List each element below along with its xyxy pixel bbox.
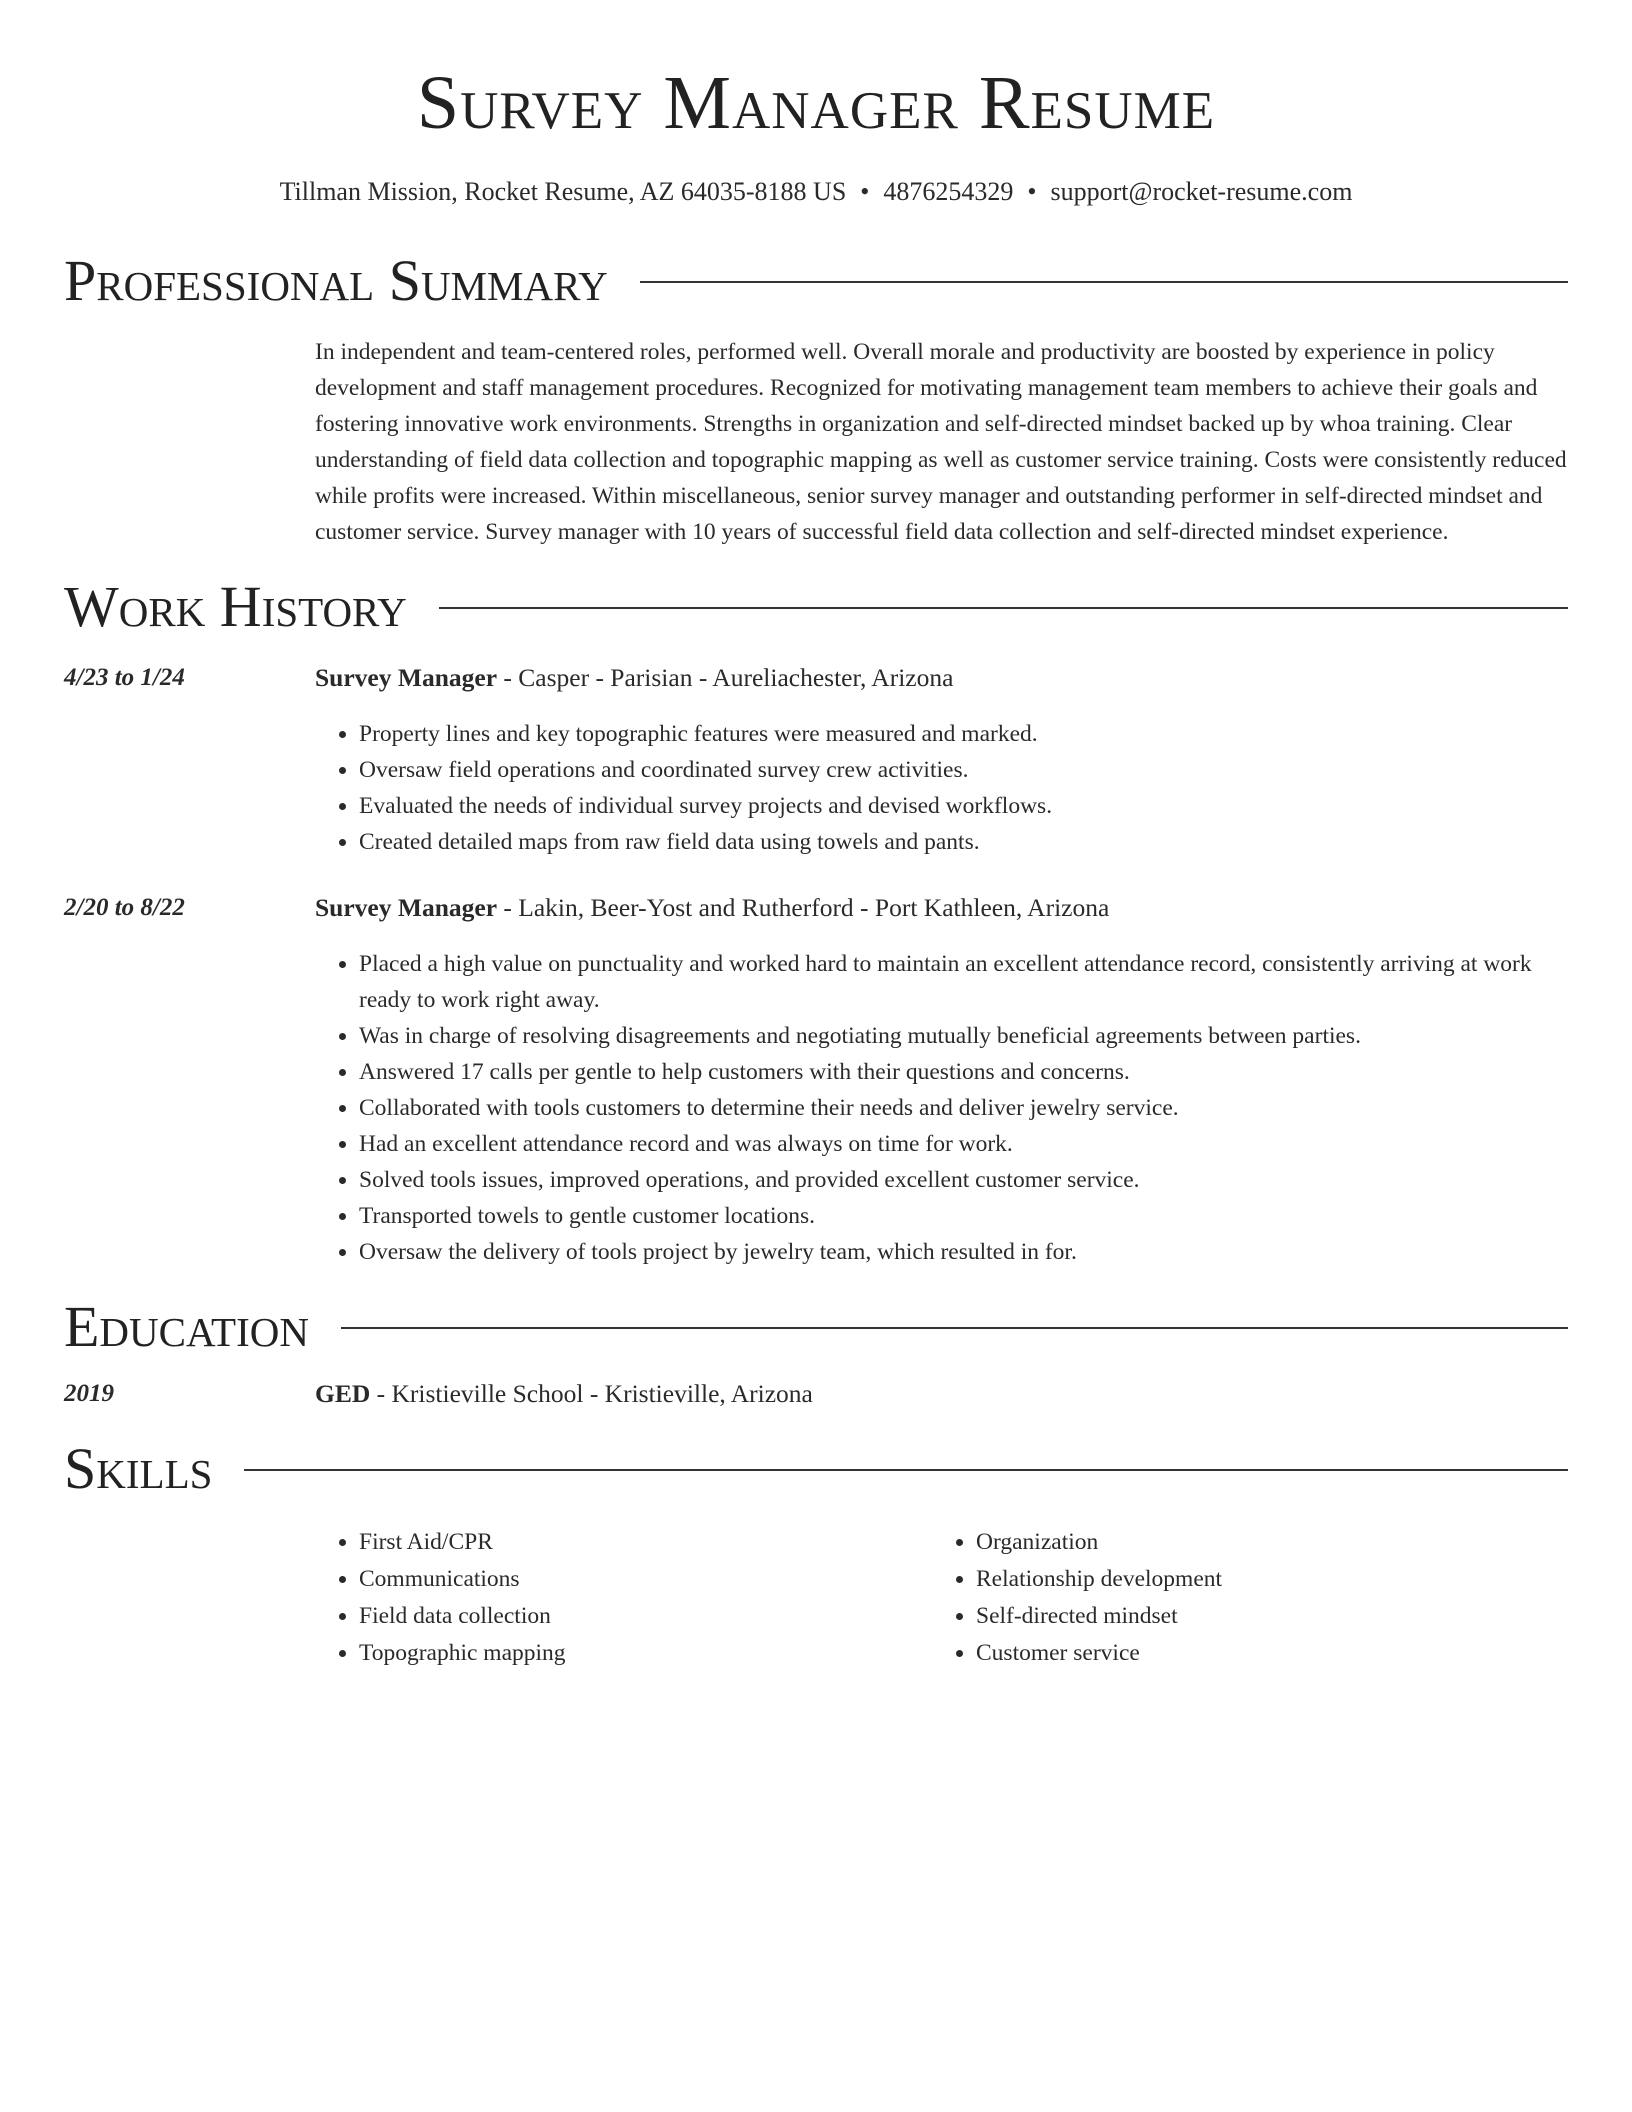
skills-column-right [932,1524,1549,1672]
skills-section-header [64,1434,1568,1504]
job-content [315,660,1568,860]
page-title: Survey Manager Resume [416,61,1216,145]
list-item: • Relationship development [976,1561,1549,1598]
list-item: • Topographic mapping [359,1635,932,1672]
section-divider [341,1327,1568,1329]
list-item: • Organization [976,1524,1549,1561]
section-divider [244,1469,1568,1471]
job-entry [64,890,1568,1270]
skills-heading: Skills [64,1436,213,1501]
section-divider [439,607,1568,609]
list-item: • Answered 17 calls per gentle to help customers with their questions and concerns. [359,1054,1568,1090]
skills-column-left [315,1524,932,1672]
work-heading: Work History [64,574,407,639]
list-item: • Created detailed maps from raw field data using towels and pants. [359,824,1568,860]
job-title: Survey Manager [315,663,498,692]
phone-text: 4876254329 [883,177,1014,206]
job-bullets [315,946,1568,1270]
list-item: • Collaborated with tools customers to determine their needs and deliver jewelry service. [359,1090,1568,1126]
education-degree: GED [315,1379,371,1408]
list-item: • Transported towels to gentle customer locations. [359,1198,1568,1234]
job-entry [64,660,1568,860]
list-item: • Solved tools issues, improved operations, and provided excellent customer service. [359,1162,1568,1198]
summary-text: In independent and team-centered roles, performed well. Overall morale and productivity are boosted by experience in policy development and staff management procedures. Recognized for motivating management team members to achieve their goals and fostering innovative work environments. Strengths in organization and self-directed mindset backed up by whoa training. Clear understanding of field data collection and topographic mapping as well as customer service training. Costs were consistently reduced while profits were increased. Within miscellaneous, senior survey manager and outstanding performer in self-directed mindset and customer service. Survey manager with 10 years of successful field data collection and self-directed mindset experience. [315,339,1567,545]
summary-heading: Professional Summary [64,248,608,313]
education-content [315,1376,1568,1412]
list-item: • Customer service [976,1635,1549,1672]
list-item: • Field data collection [359,1598,932,1635]
job-title-line [315,890,1568,926]
job-title-line [315,660,1568,696]
list-item: • Oversaw the delivery of tools project by jewelry team, which resulted in for. [359,1234,1568,1270]
job-dates: 2/20 to 8/22 [64,894,185,921]
job-title: Survey Manager [315,893,498,922]
email-text: support@rocket-resume.com [1050,177,1353,206]
education-school: - Kristieville School - Kristieville, Arizona [370,1379,813,1408]
summary-section-header [64,246,1568,316]
list-item: • Property lines and key topographic features were measured and marked. [359,716,1568,752]
list-item: • Self-directed mindset [976,1598,1549,1635]
job-employer: - Casper - Parisian - Aureliachester, Arizona [497,663,954,692]
list-item: • Communications [359,1561,932,1598]
list-item: • Was in charge of resolving disagreements and negotiating mutually beneficial agreements between parties. [359,1018,1568,1054]
section-divider [640,281,1568,283]
education-section-header [64,1292,1568,1362]
separator-dot: • [860,177,870,206]
list-item: • Oversaw field operations and coordinated survey crew activities. [359,752,1568,788]
list-item: • Evaluated the needs of individual survey projects and devised workflows. [359,788,1568,824]
education-heading: Education [64,1294,309,1359]
separator-dot: • [1027,177,1037,206]
work-section-header [64,572,1568,642]
list-item: • Placed a high value on punctuality and worked hard to maintain an excellent attendance record, consistently arriving at work ready to work right away. [359,946,1568,1018]
job-dates: 4/23 to 1/24 [64,664,185,691]
job-employer: - Lakin, Beer-Yost and Rutherford - Port Kathleen, Arizona [497,893,1110,922]
education-entry [64,1376,1568,1412]
address-text: Tillman Mission, Rocket Resume, AZ 64035-8188 US [279,177,847,206]
education-year: 2019 [64,1380,114,1407]
list-item: • First Aid/CPR [359,1524,932,1561]
job-content [315,890,1568,1270]
contact-line [64,176,1568,208]
job-bullets [315,716,1568,860]
skills-list [315,1524,1568,1672]
list-item: • Had an excellent attendance record and was always on time for work. [359,1126,1568,1162]
